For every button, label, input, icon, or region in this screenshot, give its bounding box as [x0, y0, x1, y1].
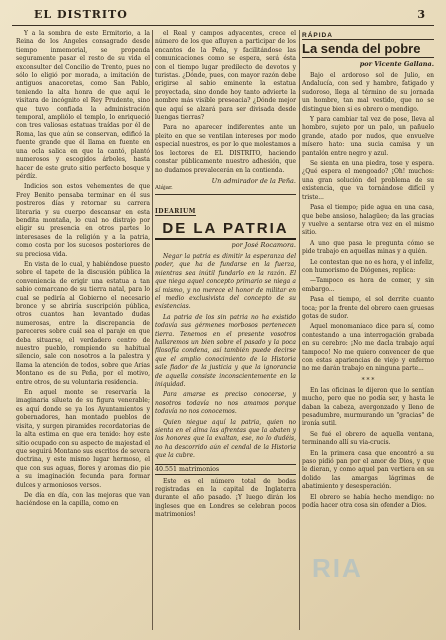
article-paragraph: En las oficinas le dijeron que lo sentían mucho, pero que no podía ser, y hasta le daban la cabeza, avergonzado y lleno de pesadumbre, murmurando un "gracias" de ironía sutil.	[302, 386, 434, 428]
publication-name: EL DISTRITO	[34, 8, 128, 21]
quote-paragraph: Para amarse es preciso conocerse, y nosotros todavía no nos amamos porque todavía no nos conocemos.	[155, 391, 296, 416]
section-rule	[155, 194, 296, 195]
article-paragraph: Bajo el ardoroso sol de Julio, en Andalucía, con sed y hambre, fatigado y sudoroso, llega al término de su jornada un hombre, tan mal vestido, que no se distingue bien si es obrero o mendigo.	[302, 72, 434, 113]
article-paragraph: Se fué el obrero de aquella ventana, terminando allí su via-crucis.	[302, 430, 434, 447]
quote-paragraph: Quien niegue aquí la patria, quien no sienta en el alma las afrentas que la abaten y los honores que la exaltan, ese, no lo dudéis, no ha descorrido aún el cendal de la Historia que la cubre.	[155, 418, 296, 460]
article-byline: por José Rocamora.	[231, 240, 296, 249]
page-header	[12, 5, 434, 26]
article-title: La senda del pobre	[302, 39, 434, 58]
article-paragraph: En aquel monte se reservaría la imaginaria silueta de su figura venerable; es aquí donde se ya los Ayuntamientos y gobernadores, han montado pueblos de visita, y surgen piramides recordatorias de la alta estima en que era tenido: hoy este sitio ocupado con su aspecto de majestad el que seguirá Montano sus escritos de severa doctrina, y este mismo lugar hermoso, el que con sus aguas, flores y aromas dio pie a su imaginación fecunda para formar dulces y armoniosos versos.	[16, 389, 150, 489]
article-byline: por Vicente Gallana.	[359, 60, 434, 68]
article-paragraph: A uno que pasa le pregunta cómo se pide trabajo en aquellas minas y a quién.	[302, 239, 434, 256]
article-paragraph: Indicios son estos vehementes de que Frey Benito pensaba terminar en él sus postreros días y retornar su carrera literaria y su cuerpo descansar en esta bendita montaña, lo cual no distrajo por eligir su presencia en otros partes lo interesases de la religión y a la patria, como costa por los sucesos posteriores de su preciosa vida.	[16, 183, 150, 258]
article-paragraph: Y para cambiar tal vez de pose, lleva al hombro, sujeto por un palo, un pañuelo grande, atado por nudos, que envuelve mísero hato: una sucia camisa y un pantalón entre negro y azul.	[302, 116, 434, 157]
article-paragraph: Le contestan que no es hora, y el infeliz, con humorismo de Diógenes, replica:	[302, 258, 434, 274]
article-paragraph: —Tampoco es hora de comer, y sin embargo...	[302, 277, 434, 293]
article-signature: Un admirador de la Peña.	[211, 176, 296, 185]
article-paragraph: Para no aparecer indiferentes ante un pleito en que se ventilan intereses por modo especial nuestros, es por lo que molestamos a los lectores de EL DISTRITO, haciendo constar públicamente nuestro adhesión, que no dudamos prevalecerán en la contienda.	[155, 124, 296, 174]
quote-paragraph: La patria de los sin patria no ha existido todavía sus gérmenes morbosos pertenecen tierra. Tenemos en el presente vosotros hallaremos un bien sobre el pasado y la poca filosofía condena, así también puede decirse que el amplio conocimiento de la Historia sale fiador de la justicia y que la ignorancia de aquella consiste inconscientemente en la iniquidad.	[155, 313, 296, 388]
article-paragraph: el Real y campos adyacentes, crece el número de los que afluyen a participar de los encantos de la Peña, y facilitándose las comunicaciones como se espera, será ésta con el tiempo lugar predilecto de devotos y turistas. ¿Dónde, pues, con mayor razón debe erigirse al sabio eminente la estatua proyectada, sino donde hoy tanto advierte la nombre más visible preseacia? ¿Dónde mejor que aquí se alzará para ser divisada desde luengas tierras?	[155, 30, 296, 122]
column-3	[302, 30, 434, 630]
article-paragraph: Pasa el tiempo, el sol derrite cuanto toca; por la frente del obrero caen gruesas gotas de sudor.	[302, 296, 434, 320]
section-kicker: RÁPIDA	[302, 32, 333, 39]
notice-heading: 40.551 matrimonios	[155, 464, 296, 475]
article-paragraph: De día en día, con las mejoras que van haciéndose en la capilla, como en	[16, 491, 150, 508]
library-stamp: RIA	[312, 553, 363, 583]
column-2	[155, 30, 296, 630]
notice-text: Este es el número total de bodas registradas en la capital de Inglaterra durante el año pasado. ¡Y luego dirán los ingleses que en Londres se celebran pocos matrimonios!	[155, 477, 296, 519]
column-1	[16, 30, 150, 630]
article-paragraph: Pasa el tiempo; pide agua en una casa, que bebe ansioso, halagüeo; da las gracias y vuelve a sentarse otra vez en el mismo sitio.	[302, 204, 434, 237]
article-paragraph: En vista de lo cual, y habiéndose puesto sobre el tapete de la discusión pública la conveniencia de erigir una estatua a tan sabio comarcano de su tierra natal, para lo cual se pediría al Gobierno el necesario bronce y se abriría suscripción pública, otros cuantos han levantado dudas numerosas, entre la discrepancia de pareceres sobre cuál sea el paraje en que deba situarse, el verdadero centro de nuestro pueblo, rompiendo su habitual silencio, sale con nosotros a la palestra y llama la atención de todos, sobre que Arias Montano es de su Peña, por el motivo, entre otros, de su voluntaria residencia.	[16, 260, 150, 386]
column-divider	[299, 30, 300, 630]
quote-paragraph: Negar la patria es dimitir la esperanza del poder, que ha de fundarse en la fuerza, mientras sea inútil fundarlo en la razón. El que niega aquel concepto primario se niega a sí mismo, y no merece el honor de militar en el medio exclusivista del concepto de su existencias.	[155, 252, 296, 311]
article-paragraph: Aquel monomaniaco dice para sí, como contestando a una interrogación grabada en su cerebro: ¡No me dacla trabajo aquí tampoco! No me quiero convencer de que con estas apariencias de viejo y enfermo no me darán trabajo en ninguna parte...	[302, 323, 434, 373]
article-place: Alájar.	[155, 184, 173, 191]
article-paragraph: En la primera casa que encontró a su paso pidió pan por el amor de Dios, y que le dieran, y como aquel pan vertiera en su dolido las amargas lágrimas de abatimiento y desesperación.	[302, 449, 434, 491]
article-paragraph: El obrero se había hecho mendigo: no podía hacer otra cosa sin ofender a Dios.	[302, 493, 434, 510]
section-heading: IDEARIUM	[155, 207, 196, 215]
section-separator: * * *	[361, 376, 375, 384]
page-number: 3	[417, 8, 426, 21]
column-divider	[152, 30, 153, 630]
article-title: DE LA PATRIA	[155, 220, 296, 240]
article-paragraph: Y a la sombra de este Ermitorio, a la Reina de los Angeles consagrado desde tiempo inmemorial, se propenda seguramente pasar el resto de su vida el exconsulter del Concilio de Trento, pues no sólo lo eligió por morada, a imitación de antiguos anacoretas, como San Pablo, teniendo la alta honra de que aquí le visitara de incógnito el Rey Prudente, sino que tuvo confiada la administración temporal, ampliólo el templo, lo enriqueció con tres valiosas estatuas traídas por él de Roma, las que aún se conservan, edificó la fuente grande que él llama en fuente en una ocla salica en que la cantó, plantó numerosos y escogidos árboles, hasta hacer de este gruto sitio perfecto bosque y pérdíz.	[16, 30, 150, 180]
article-paragraph: Se sienta en una piedra, tose y espera. ¿Qué espera el mengoado? ¡Oh! muchos: una gran solución del problema de su existencia, que va tornándose difícil y triste...	[302, 160, 434, 201]
